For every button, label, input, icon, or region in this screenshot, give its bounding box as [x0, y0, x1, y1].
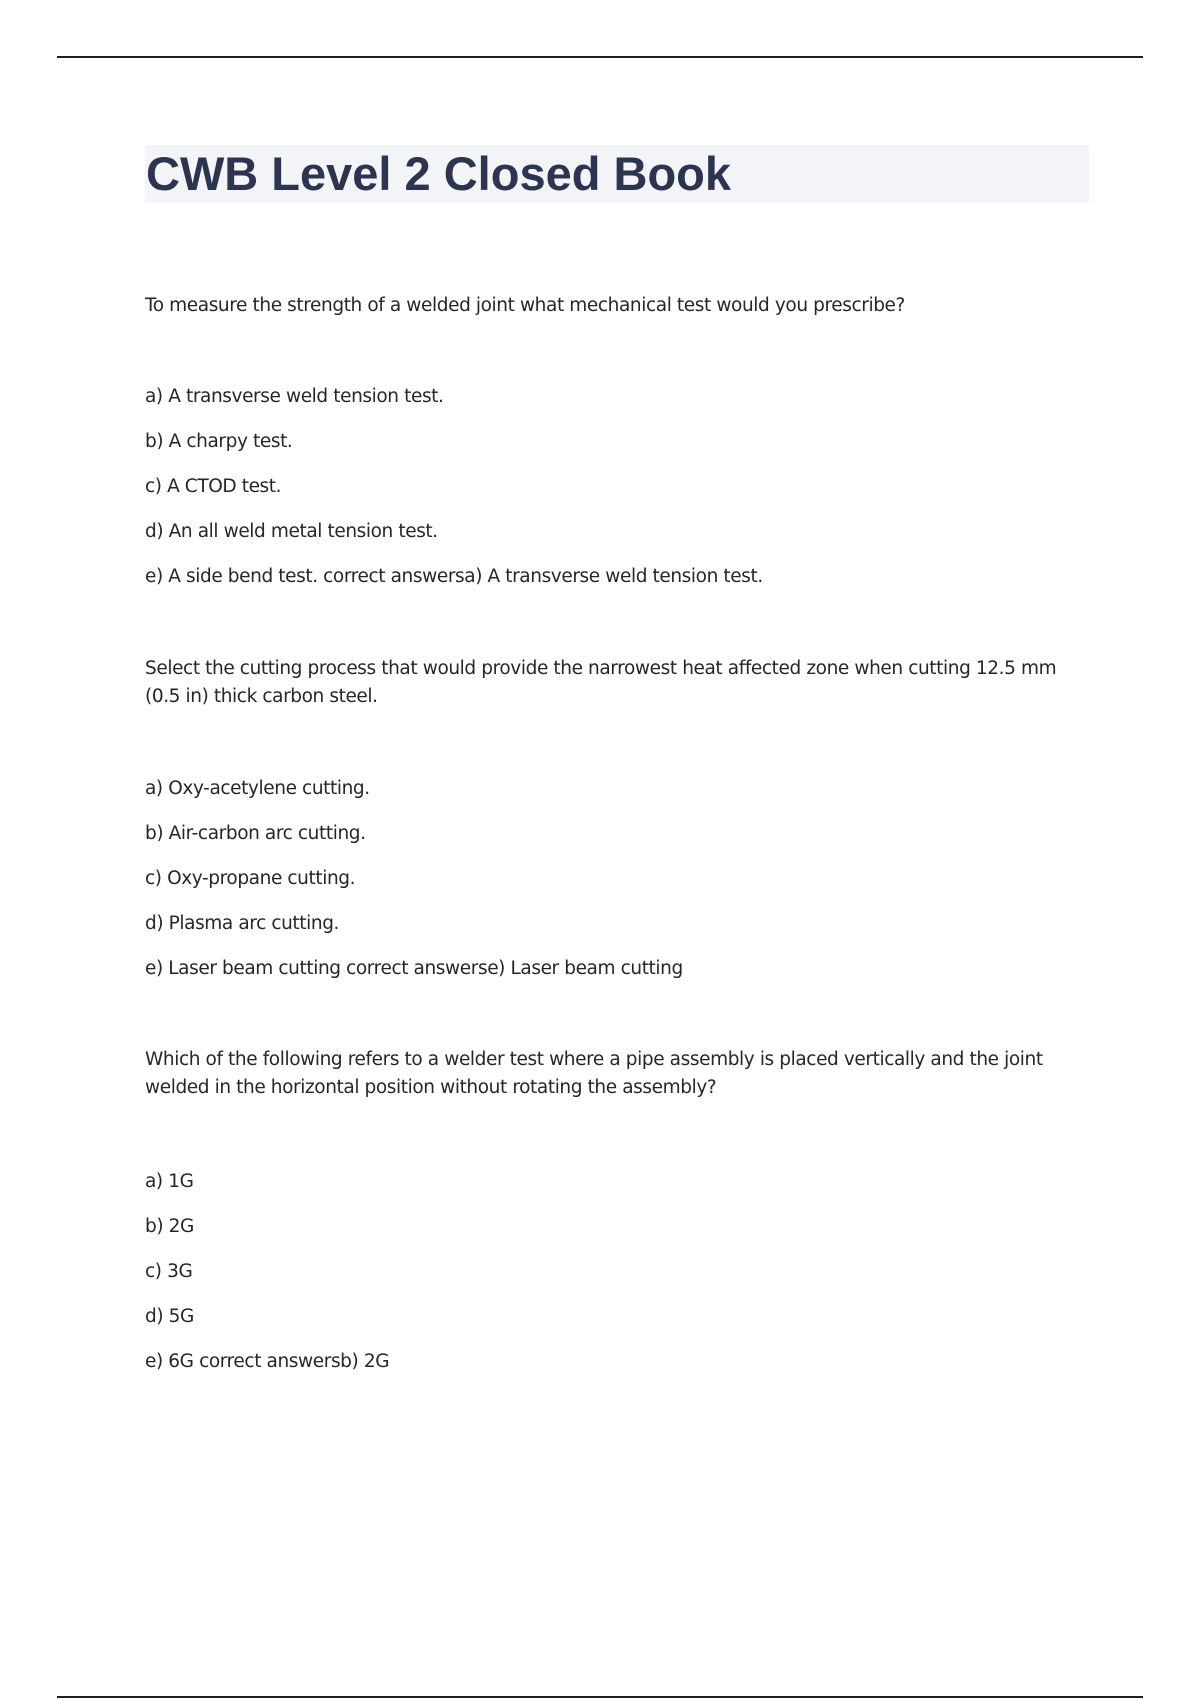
question-2-option-b: b) Air-carbon arc cutting.	[145, 823, 366, 844]
question-2-option-e-answer: e) Laser beam cutting correct answerse) Laser beam cutting	[145, 958, 683, 979]
question-1-option-c: c) A CTOD test.	[145, 476, 282, 497]
question-3-option-c: c) 3G	[145, 1261, 193, 1282]
bottom-rule	[57, 1696, 1143, 1698]
question-3-option-d: d) 5G	[145, 1306, 194, 1327]
question-1-option-e-answer: e) A side bend test. correct answersa) A transverse weld tension test.	[145, 566, 763, 587]
question-3-text: Which of the following refers to a welder test where a pipe assembly is placed vertically and the joint welded in the horizontal position without rotating the assembly?	[145, 1049, 1043, 1098]
question-3-option-e-answer: e) 6G correct answersb) 2G	[145, 1351, 390, 1372]
question-2-option-a: a) Oxy-acetylene cutting.	[145, 778, 370, 799]
page-title: CWB Level 2 Closed Book	[146, 147, 731, 200]
question-1-text: To measure the strength of a welded joint what mechanical test would you prescribe?	[145, 295, 905, 316]
question-3-options	[145, 1168, 1085, 1393]
question-1-option-b: b) A charpy test.	[145, 431, 293, 452]
question-3-option-b: b) 2G	[145, 1216, 194, 1237]
question-2-option-d: d) Plasma arc cutting.	[145, 913, 340, 934]
question-3-option-a: a) 1G	[145, 1171, 194, 1192]
question-2-option-c: c) Oxy-propane cutting.	[145, 868, 356, 889]
question-1-option-a: a) A transverse weld tension test.	[145, 386, 444, 407]
question-2-text: Select the cutting process that would provide the narrowest heat affected zone when cutting 12.5 mm (0.5 in) thick carbon steel.	[145, 658, 1057, 707]
top-rule	[57, 56, 1143, 58]
question-2-options	[145, 775, 1085, 1000]
question-1-options	[145, 383, 1085, 608]
question-1-option-d: d) An all weld metal tension test.	[145, 521, 438, 542]
